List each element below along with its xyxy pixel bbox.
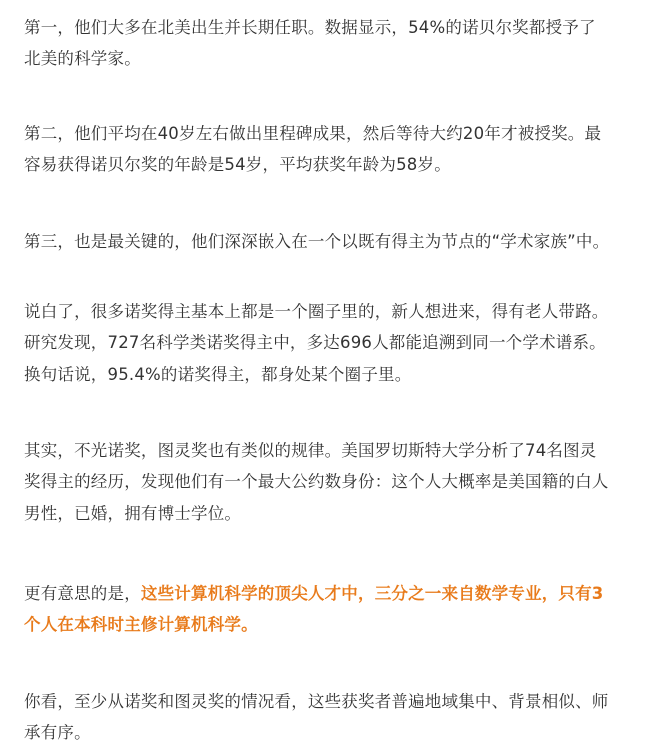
paragraph-circle: [24, 296, 609, 390]
paragraph-line: 容易获得诺贝尔奖的年龄是54岁，平均获奖年龄为58岁。: [24, 155, 451, 175]
paragraph-line: [24, 578, 604, 609]
paragraph-highlight: [24, 578, 604, 641]
paragraph-line: 第一，他们大多在北美出生并长期任职。数据显示，54%的诺贝尔奖都授予了: [24, 18, 596, 37]
lead-text: 更有意思的是，: [24, 584, 141, 603]
paragraph-line: 承有序。: [24, 723, 91, 743]
paragraph-north-america: [24, 12, 596, 75]
paragraph-line: 说白了，很多诺奖得主基本上都是一个圈子里的，新人想进来，得有老人带路。: [24, 302, 609, 321]
paragraph-age: [24, 118, 601, 181]
paragraph-line: 研究发现，727名科学类诺奖得主中，多达696人都能追溯到同一个学术谱系。: [24, 333, 606, 353]
paragraph-line: 北美的科学家。: [24, 49, 141, 69]
paragraph-line: [24, 609, 604, 640]
paragraph-line: 男性，已婚，拥有博士学位。: [24, 503, 242, 523]
paragraph-line: 其实，不光诺奖，图灵奖也有类似的规律。美国罗切斯特大学分析了74名图灵: [24, 441, 597, 460]
paragraph-academic-family: [24, 226, 609, 257]
paragraph-line: 你看，至少从诺奖和图灵奖的情况看，这些获奖者普遍地域集中、背景相似、师: [24, 692, 609, 711]
paragraph-turing-award: [24, 435, 609, 529]
highlighted-text: 这些计算机科学的顶尖人才中，三分之一来自数学专业，只有3: [140, 584, 604, 603]
paragraph-line: 换句话说，95.4%的诺奖得主，都身处某个圈子里。: [24, 364, 412, 384]
highlighted-text: 个人在本科时主修计算机科学。: [24, 615, 258, 635]
paragraph-line: 奖得主的经历，发现他们有一个最大公约数身份：这个人大概率是美国籍的白人: [24, 472, 609, 492]
paragraph-conclusion: [24, 686, 609, 749]
paragraph-line: 第二，他们平均在40岁左右做出里程碑成果，然后等待大约20年才被授奖。最: [24, 124, 602, 143]
paragraph-line: 第三，也是最关键的，他们深深嵌入在一个以既有得主为节点的“学术家族”中。: [24, 232, 610, 251]
